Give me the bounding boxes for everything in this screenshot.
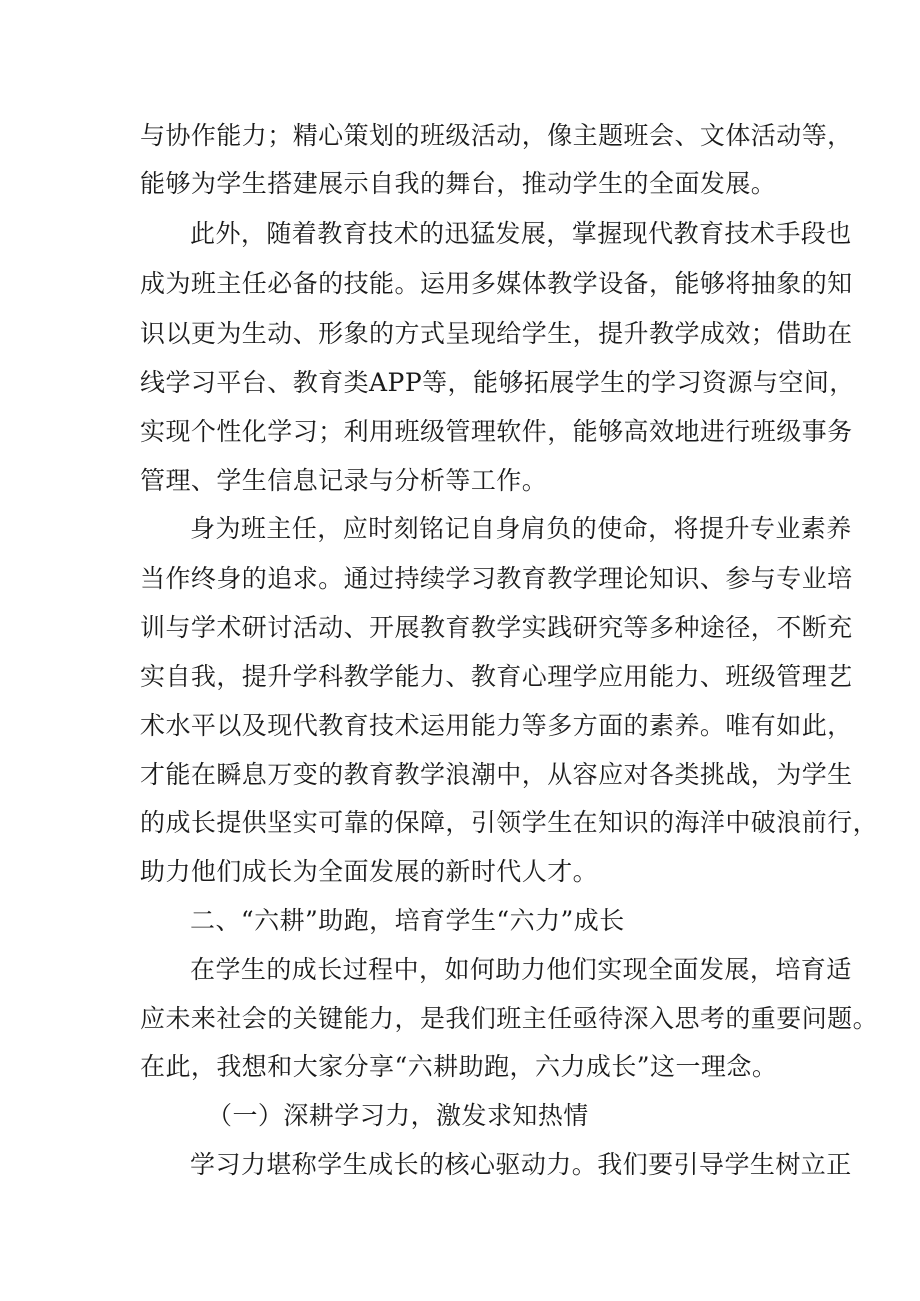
text-line: 的成长提供坚实可靠的保障，引领学生在知识的海洋中破浪前行， <box>140 808 879 837</box>
subsection-heading: （一）深耕学习力，激发求知热情 <box>207 1101 589 1130</box>
text-line: 能够为学生搭建展示自我的舞台，推动学生的全面发展。 <box>140 169 777 198</box>
section-heading: 二、“六耕”助跑，培育学生“六力”成长 <box>190 906 625 935</box>
text-line: 成为班主任必备的技能。运用多媒体教学设备，能够将抽象的知 <box>140 269 853 298</box>
text-line: 训与学术研讨活动、开展教育教学实践研究等多种途径，不断充 <box>140 613 853 642</box>
paragraph-start-line: 身为班主任，应时刻铭记自身肩负的使命，将提升专业素养 <box>190 514 852 543</box>
paragraph-start-line: 学习力堪称学生成长的核心驱动力。我们要引导学生树立正 <box>190 1150 852 1179</box>
paragraph-start-line: 此外，随着教育技术的迅猛发展，掌握现代教育技术手段也 <box>190 219 852 248</box>
text-line: 识以更为生动、形象的方式呈现给学生，提升教学成效；借助在 <box>140 319 853 348</box>
text-line: 管理、学生信息记录与分析等工作。 <box>140 466 548 495</box>
text-line: 线学习平台、教育类APP等，能够拓展学生的学习资源与空间， <box>140 368 855 397</box>
text-line: 实自我，提升学科教学能力、教育心理学应用能力、班级管理艺 <box>140 662 853 691</box>
text-line: 当作终身的追求。通过持续学习教育教学理论知识、参与专业培 <box>140 564 853 593</box>
text-line: 助力他们成长为全面发展的新时代人才。 <box>140 857 599 886</box>
text-line: 应未来社会的关键能力，是我们班主任亟待深入思考的重要问题。 <box>140 1004 879 1033</box>
paragraph-start-line: 在学生的成长过程中，如何助力他们实现全面发展，培育适 <box>190 955 852 984</box>
text-line: 才能在瞬息万变的教育教学浪潮中，从容应对各类挑战，为学生 <box>140 760 853 789</box>
text-line: 与协作能力；精心策划的班级活动，像主题班会、文体活动等， <box>140 121 853 150</box>
text-line: 在此，我想和大家分享“六耕助跑，六力成长”这一理念。 <box>140 1052 778 1081</box>
text-line: 实现个性化学习；利用班级管理软件，能够高效地进行班级事务 <box>140 417 853 446</box>
text-line: 术水平以及现代教育技术运用能力等多方面的素养。唯有如此， <box>140 711 853 740</box>
